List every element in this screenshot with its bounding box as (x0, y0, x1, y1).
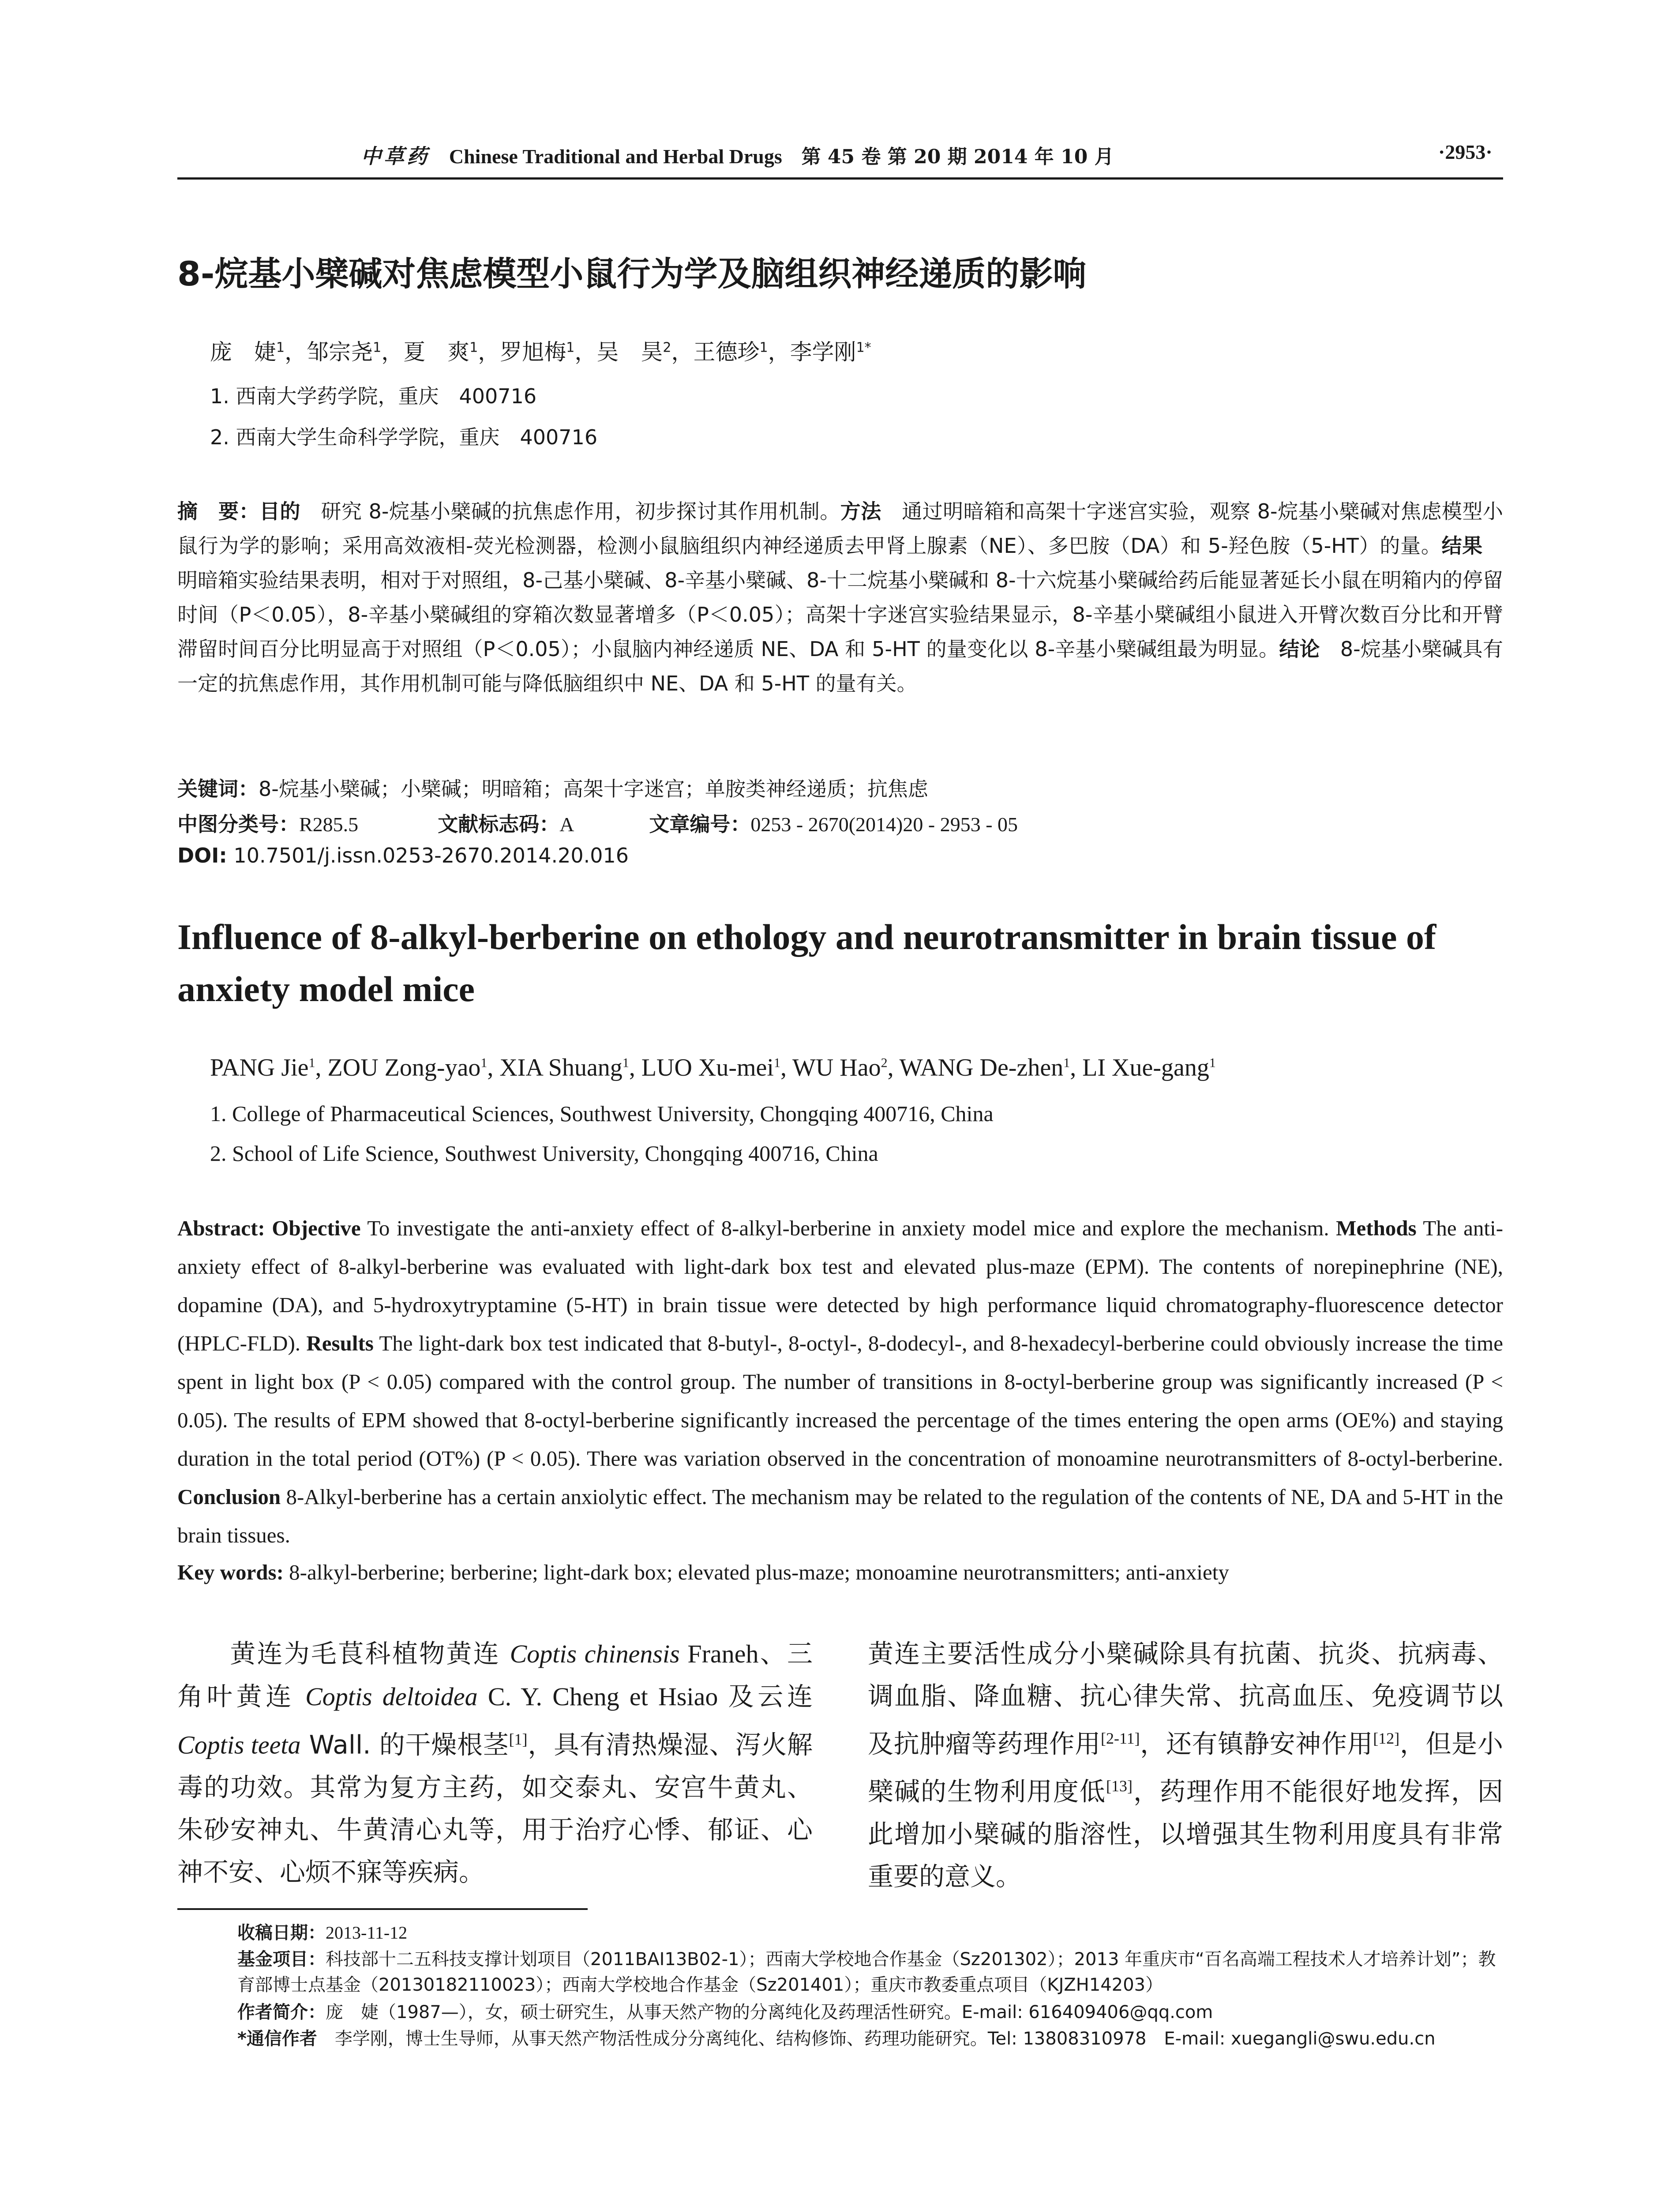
journal-name-en: Chinese Traditional and Herbal Drugs (449, 145, 782, 168)
running-header (361, 140, 1114, 169)
abstract-en: Abstract: Objective To investigate the anti-anxiety effect of 8-alkyl-berberine in anxiety model mice and explore the mechanism. Methods The anti-anxiety effect of 8-alkyl-berberine was evaluated with light-dark box test and elevated plus-maze (EPM). The contents of norepinephrine (NE), dopamine (DA), and 5-hydroxytryptamine (5-HT) in brain tissue were detected by high performance liquid chromatography-fluorescence detector (HPLC-FLD). Results The light-dark box test indicated that 8-butyl-, 8-octyl-, 8-dodecyl-, and 8-hexadecyl-berberine could obviously increase the time spent in light box (P < 0.05) compared with the control group. The number of transitions in 8-octyl-berberine group was significantly increased (P < 0.05). The results of EPM showed that 8-octyl-berberine significantly increased the percentage of the times entering the open arms (OE%) and staying duration in the total period (OT%) (P < 0.05). There was variation observed in the concentration of monoamine neurotransmitters of 8-octyl-berberine. Conclusion 8-Alkyl-berberine has a certain anxiolytic effect. The mechanism may be related to the regulation of the contents of NE, DA and 5-HT in the brain tissues. (177, 1216, 1504, 1547)
author-cn: 罗旭梅 (500, 339, 566, 365)
citation[interactable]: [2-11] (1101, 1730, 1140, 1747)
issue-info: 第 45 卷 第 20 期 2014 年 10 月 (801, 146, 1114, 168)
citation[interactable]: [13] (1106, 1777, 1132, 1795)
doi-link[interactable]: 10.7501/j.issn.0253-2670.2014.20.016 (227, 844, 629, 867)
body-column-right: 黄连主要活性成分小檗碱除具有抗菌、抗炎、抗病毒、调血脂、降血糖、抗心律失常、抗高血压、免疫调节以及抗肿瘤等药理作用[2-11]，还有镇静安神作用[12]，但是小檗碱的生物利用度低[13]，药理作用不能很好地发挥，因此增加小檗碱的脂溶性，以增强其生物利用度具有非常重要的意义。 (868, 1639, 1503, 1891)
keywords-cn: 关键词：8-烷基小檗碱；小檗碱；明暗箱；高架十字迷宫；单胺类神经递质；抗焦虑 (177, 777, 928, 801)
author-en: LI Xue-gang (1082, 1054, 1209, 1081)
citation[interactable]: [12] (1373, 1730, 1400, 1747)
author-cn: 夏 爽 (403, 339, 470, 365)
footnote-author: 作者简介：庞 婕（1987—），女，硕士研究生，从事天然产物的分离纯化及药理活性研究。E-mail: 616409406@qq.com (237, 2002, 1213, 2022)
footnote-fund: 基金项目：科技部十二五科技支撑计划项目（2011BAI13B02-1）；西南大学校地合作基金（Sz201302）；2013 年重庆市“百名高端工程技术人才培养计划”；教育部博士点基金（20130182110023）；西南大学校地合作基金（Sz201401）；重庆市教委重点项目（KJZH14203） (237, 1949, 1496, 1995)
citation[interactable]: [1] (509, 1730, 528, 1748)
author-en: XIA Shuang (499, 1054, 622, 1081)
author-en: ZOU Zong-yao (327, 1054, 481, 1081)
classification-cn: 中图分类号：R285.5 文献标志码：A 文章编号：0253 - 2670(2014)20 - 2953 - 05 (177, 812, 1018, 836)
affiliation-en-1: 1. College of Pharmaceutical Sciences, Southwest University, Chongqing 400716, China (210, 1101, 994, 1126)
author-en: WU Hao (792, 1054, 881, 1081)
author-cn: 吴 昊 (596, 339, 663, 365)
affiliation-en-2: 2. School of Life Science, Southwest University, Chongqing 400716, China (210, 1141, 878, 1166)
affiliation-cn-1: 1. 西南大学药学院，重庆 400716 (210, 384, 537, 408)
footnote-corresponding: *通信作者 李学刚，博士生导师，从事天然产物活性成分分离纯化、结构修饰、药理功能研究。Tel: 13808310978 E-mail: xuegangli@swu.edu.cn (237, 2029, 1436, 2049)
footnote-rule (177, 1908, 588, 1910)
author-en: WANG De-zhen (899, 1054, 1064, 1081)
author-cn: 邹宗尧 (307, 339, 373, 365)
abstract-cn: 摘 要：目的 研究 8-烷基小檗碱的抗焦虑作用，初步探讨其作用机制。方法 通过明暗箱和高架十字迷宫实验，观察 8-烷基小檗碱对焦虑模型小鼠行为学的影响；采用高效液相-荧光检测器，检测小鼠脑组织内神经递质去甲肾上腺素（NE）、多巴胺（DA）和 5-羟色胺（5-HT）的量。结果 明暗箱实验结果表明，相对于对照组，8-己基小檗碱、8-辛基小檗碱、8-十二烷基小檗碱和 8-十六烷基小檗碱给药后能显著延长小鼠在明箱内的停留时间（P＜0.05），8-辛基小檗碱组的穿箱次数显著增多（P＜0.05）；高架十字迷宫实验结果显示，8-辛基小檗碱组小鼠进入开臂次数百分比和开臂滞留时间百分比明显高于对照组（P＜0.05）；小鼠脑内神经递质 NE、DA 和 5-HT 的量变化以 8-辛基小檗碱组最为明显。结论 8-烷基小檗碱具有一定的抗焦虑作用，其作用机制可能与降低脑组织中 NE、DA 和 5-HT 的量有关。 (177, 499, 1504, 695)
abstract-cn-label: 摘 要： (177, 499, 259, 523)
affiliation-cn-2: 2. 西南大学生命科学学院，重庆 400716 (210, 425, 598, 449)
author-cn: 庞 婕 (210, 339, 276, 365)
author-en: LUO Xu-mei (641, 1054, 774, 1081)
author-cn: 李学刚 (790, 339, 856, 365)
abstract-en-label: Abstract: Objective (177, 1216, 361, 1240)
title-cn: 8-烷基小檗碱对焦虑模型小鼠行为学及脑组织神经递质的影响 (177, 254, 1087, 293)
author-cn: 王德珍 (693, 339, 760, 365)
page-number: ·2953· (1438, 141, 1492, 163)
footnote-received: 收稿日期：2013-11-12 (237, 1923, 408, 1943)
author-en: PANG Jie (210, 1054, 309, 1081)
header-rule (177, 177, 1503, 180)
title-en: Influence of 8-alkyl-berberine on ethology and neurotransmitter in brain tissue of anxiety model mice (177, 917, 1436, 1009)
keywords-en: Key words: 8-alkyl-berberine; berberine; light-dark box; elevated plus-maze; monoamine neurotransmitters; anti-anxiety (177, 1560, 1229, 1584)
authors-en: PANG Jie$^1$, ZOU Zong-yao$^1$, XIA Shuang$^1$, LUO Xu-mei$^1$, WU Hao$^2$, WANG De-zhen$^1$, LI Xue-gang$^1$ (210, 1054, 1216, 1081)
authors-cn: 庞 婕$^1$，邹宗尧$^1$，夏 爽$^1$，罗旭梅$^1$，吴 昊$^2$，王德珍$^1$，李学刚$^{1*}$ (210, 339, 871, 365)
body-column-left: 黄连为毛茛科植物黄连 Coptis chinensis Franeh、三角叶黄连 Coptis deltoidea C. Y. Cheng et Hsiao 及云连 Coptis teeta Wall. 的干燥根茎[1]，具有清热燥湿、泻火解毒的功效。其常为复方主药，如交泰丸、安宫牛黄丸、朱砂安神丸、牛黄清心丸等，用于治疗心悸、郁证、心神不安、心烦不寐等疾病。 (177, 1639, 813, 1887)
doi: DOI: 10.7501/j.issn.0253-2670.2014.20.016 (177, 844, 629, 867)
journal-name-cn: 中草药 (361, 144, 430, 168)
